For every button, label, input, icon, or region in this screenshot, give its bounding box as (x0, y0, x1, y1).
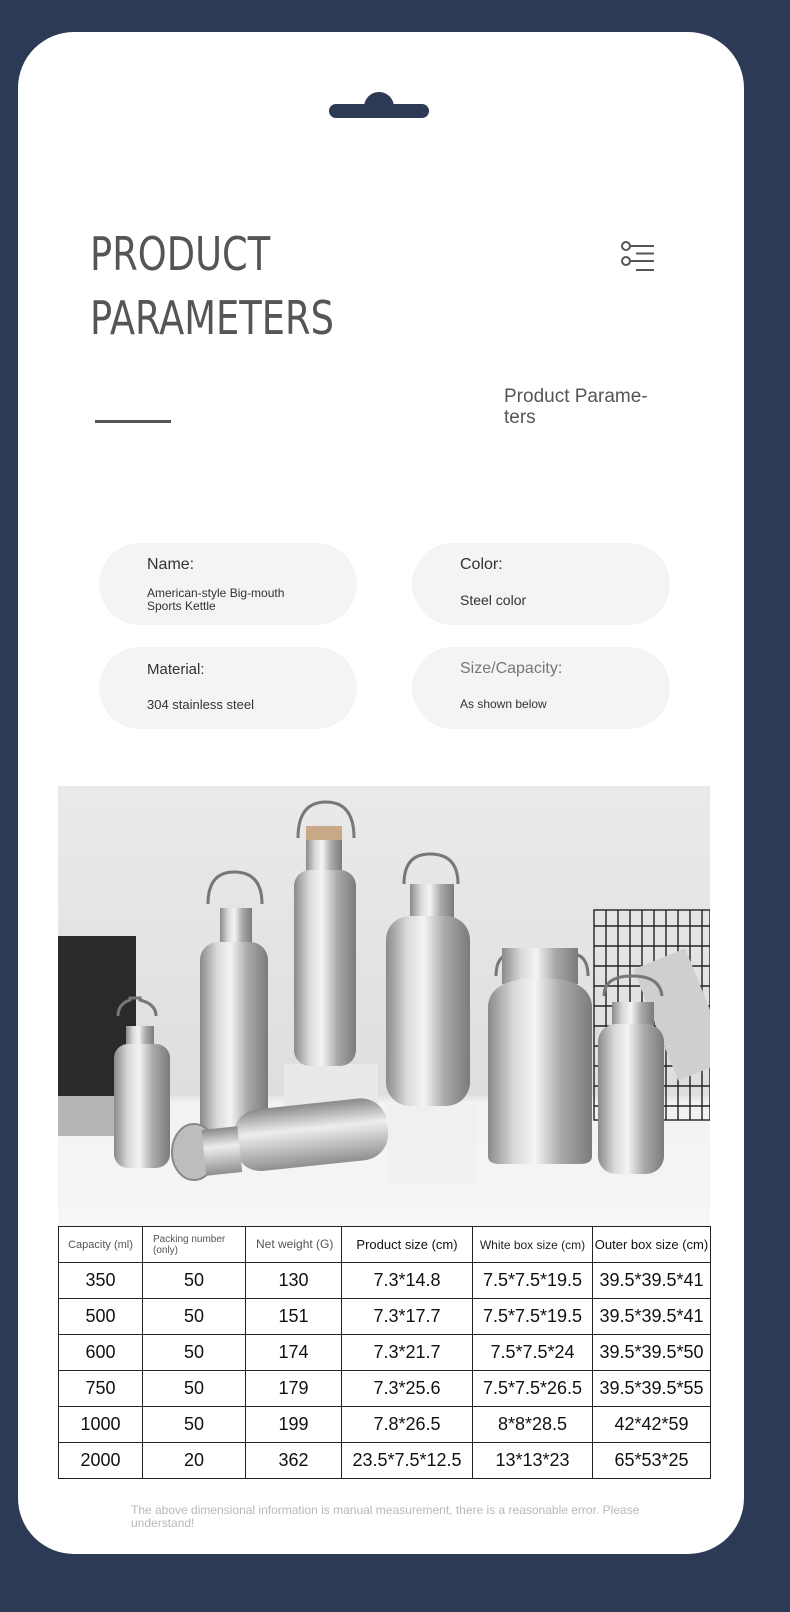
cell-packing: 50 (143, 1407, 246, 1443)
title-underline (95, 420, 171, 423)
bottle-750 (200, 872, 268, 1142)
cell-net-weight: 174 (246, 1335, 342, 1371)
param-material-pill (99, 647, 357, 729)
param-size-label: Size/Capacity: (460, 660, 563, 677)
cell-packing: 50 (143, 1371, 246, 1407)
param-size-pill (412, 647, 670, 729)
param-material-value: 304 stainless steel (147, 697, 254, 712)
product-card (18, 32, 744, 1554)
cell-product-size: 7.3*14.8 (342, 1263, 473, 1299)
param-color-value: Steel color (460, 592, 527, 608)
cell-net-weight: 151 (246, 1299, 342, 1335)
header-outer-box: Outer box size (cm) (593, 1227, 711, 1263)
cell-white-box: 8*8*28.5 (473, 1407, 593, 1443)
param-name-label: Name: (147, 556, 195, 573)
cell-net-weight: 130 (246, 1263, 342, 1299)
cell-outer-box: 42*42*59 (593, 1407, 711, 1443)
cell-white-box: 7.5*7.5*19.5 (473, 1263, 593, 1299)
cell-packing: 50 (143, 1263, 246, 1299)
cell-packing: 50 (143, 1299, 246, 1335)
cell-outer-box: 39.5*39.5*41 (593, 1299, 711, 1335)
title-line-1: PRODUCT (90, 227, 271, 281)
header-packing: Packing number (only) (143, 1227, 246, 1263)
param-color-label: Color: (460, 556, 503, 573)
header-white-box: White box size (cm) (473, 1227, 593, 1263)
title-line-2: PARAMETERS (90, 291, 334, 345)
cell-capacity: 350 (59, 1263, 143, 1299)
param-material-label: Material: (147, 661, 205, 678)
cell-capacity: 1000 (59, 1407, 143, 1443)
settings-list-icon (618, 240, 658, 276)
cell-white-box: 7.5*7.5*26.5 (473, 1371, 593, 1407)
cell-product-size: 7.3*21.7 (342, 1335, 473, 1371)
bottle-1000-tall (294, 802, 356, 1066)
pedestal-right (388, 1104, 476, 1184)
measurement-note: The above dimensional information is manual measurement, there is a reasonable error. Please understand! (131, 1503, 640, 1530)
cell-capacity: 750 (59, 1371, 143, 1407)
cell-capacity: 500 (59, 1299, 143, 1335)
header-capacity: Capacity (ml) (59, 1227, 143, 1263)
table-row (59, 1407, 711, 1443)
cell-product-size: 7.8*26.5 (342, 1407, 473, 1443)
cell-capacity: 2000 (59, 1443, 143, 1479)
spec-table-header (59, 1227, 711, 1263)
cell-packing: 50 (143, 1335, 246, 1371)
table-row (59, 1443, 711, 1479)
param-name-pill (99, 543, 357, 625)
param-name-value: American-style Big-mouth Sports Kettle (147, 586, 285, 613)
cell-white-box: 13*13*23 (473, 1443, 593, 1479)
cell-outer-box: 39.5*39.5*55 (593, 1371, 711, 1407)
cell-white-box: 7.5*7.5*24 (473, 1335, 593, 1371)
table-row (59, 1371, 711, 1407)
param-color-pill (412, 543, 670, 625)
bottle-2000 (488, 948, 592, 1164)
cell-outer-box: 39.5*39.5*41 (593, 1263, 711, 1299)
cell-net-weight: 179 (246, 1371, 342, 1407)
cell-net-weight: 199 (246, 1407, 342, 1443)
spec-table (58, 1226, 711, 1479)
header-product-size: Product size (cm) (342, 1227, 473, 1263)
cell-product-size: 23.5*7.5*12.5 (342, 1443, 473, 1479)
cell-net-weight: 362 (246, 1443, 342, 1479)
param-size-value: As shown below (460, 697, 547, 711)
table-row (59, 1299, 711, 1335)
table-row (59, 1335, 711, 1371)
bottle-1000-wide (386, 854, 470, 1106)
header-net-weight: Net weight (G) (246, 1227, 342, 1263)
product-photo (58, 786, 710, 1226)
page-title (90, 222, 334, 350)
cell-outer-box: 65*53*25 (593, 1443, 711, 1479)
hanger-hole-icon (329, 92, 429, 118)
cell-white-box: 7.5*7.5*19.5 (473, 1299, 593, 1335)
cell-product-size: 7.3*25.6 (342, 1371, 473, 1407)
cell-product-size: 7.3*17.7 (342, 1299, 473, 1335)
cell-capacity: 600 (59, 1335, 143, 1371)
table-row (59, 1263, 711, 1299)
cell-packing: 20 (143, 1443, 246, 1479)
section-subtitle: Product Parame-ters (504, 386, 648, 428)
cell-outer-box: 39.5*39.5*50 (593, 1335, 711, 1371)
